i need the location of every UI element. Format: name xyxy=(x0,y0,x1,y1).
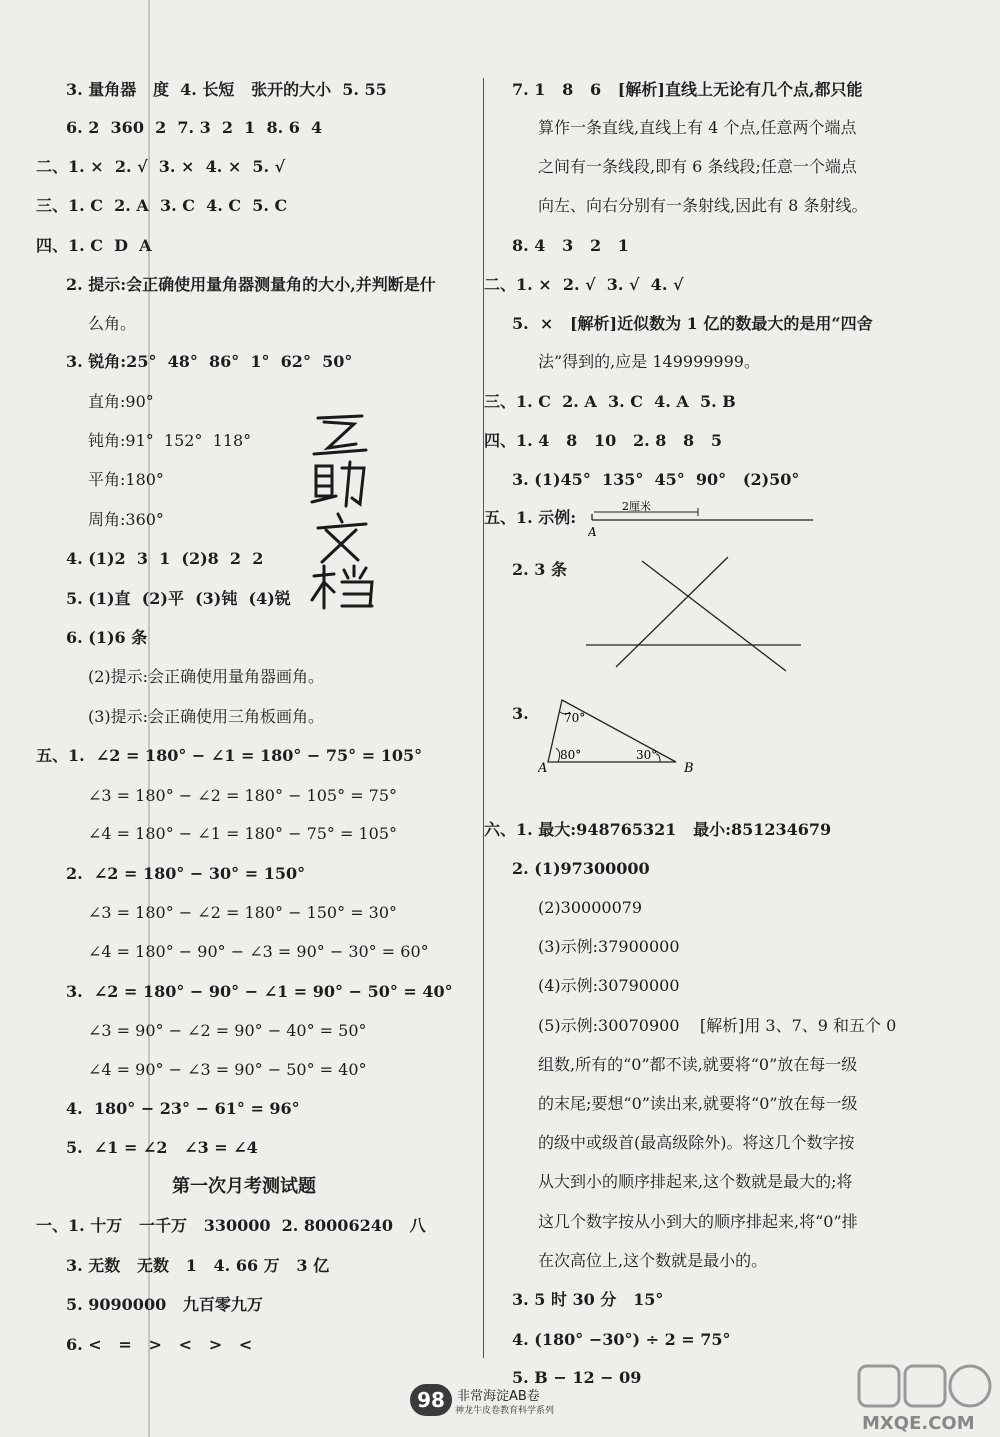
answer-line: 五、1. ∠2 = 180° − ∠1 = 180° − 75° = 105° xyxy=(36,746,423,765)
answer-line: 在次高位上,这个数就是最小的。 xyxy=(538,1251,768,1270)
answer-line: 钝角:91° 152° 118° xyxy=(88,431,252,450)
answer-line: ∠3 = 90° − ∠2 = 90° − 40° = 50° xyxy=(88,1021,367,1040)
answer-line: 7. 1 8 6 [解析]直线上无论有几个点,都只能 xyxy=(512,80,863,99)
answer-line: ∠4 = 180° − 90° − ∠3 = 90° − 30° = 60° xyxy=(88,942,429,961)
answer-line: (2)提示:会正确使用量角器画角。 xyxy=(88,667,325,686)
angle-top-label: 70° xyxy=(564,711,586,725)
answer-line: 的级中或级首(最高级除外)。将这几个数字按 xyxy=(538,1133,855,1152)
answer-line: 四、1. C D A xyxy=(36,236,152,255)
answer-line: 3. 无数 无数 1 4. 66 万 3 亿 xyxy=(66,1256,330,1275)
segment-length-label: 2厘米 xyxy=(622,500,651,513)
vertex-b-label: B xyxy=(684,761,694,774)
answer-line: (4)示例:30790000 xyxy=(538,976,680,995)
angle-right-label: 30° xyxy=(636,748,658,762)
segment-point-label: A xyxy=(588,525,597,539)
answer-line: 6. (1)6 条 xyxy=(66,628,148,647)
answer-line: ∠3 = 180° − ∠2 = 180° − 150° = 30° xyxy=(88,903,398,922)
answer-line: 3. xyxy=(512,704,529,723)
answer-line: 3. 5 时 30 分 15° xyxy=(512,1290,664,1309)
answer-line: 五、1. 示例: xyxy=(484,508,577,527)
answer-line: (3)提示:会正确使用三角板画角。 xyxy=(88,707,325,726)
section-title: 第一次月考测试题 xyxy=(172,1176,316,1197)
brand-subtitle: 神龙牛皮卷教育科学系列 xyxy=(455,1406,555,1416)
answer-line: 一、1. 十万 一千万 330000 2. 80006240 八 xyxy=(36,1216,426,1235)
answer-line: 5. B − 12 − 09 xyxy=(512,1368,642,1387)
answer-line: 么角。 xyxy=(88,314,137,333)
answer-line: 法”得到的,应是 149999999。 xyxy=(538,352,760,371)
answer-line: ∠3 = 180° − ∠2 = 180° − 105° = 75° xyxy=(88,786,398,805)
answer-line: 4. (180° −30°) ÷ 2 = 75° xyxy=(512,1330,731,1349)
answer-line: 三、1. C 2. A 3. C 4. C 5. C xyxy=(36,196,288,215)
page-number: 98 xyxy=(410,1384,452,1416)
triangle-figure xyxy=(538,692,708,774)
answer-line: 直角:90° xyxy=(88,392,154,411)
answer-line: 组数,所有的“0”都不读,就要将“0”放在每一级 xyxy=(538,1055,858,1074)
answer-line: 算作一条直线,直线上有 4 个点,任意两个端点 xyxy=(538,118,857,137)
answer-line: 三、1. C 2. A 3. C 4. A 5. B xyxy=(484,392,736,411)
answer-line: 周角:360° xyxy=(88,510,164,529)
answer-line: 5. × [解析]近似数为 1 亿的数最大的是用“四舍 xyxy=(512,314,873,333)
answer-line: 二、1. × 2. √ 3. √ 4. √ xyxy=(484,275,684,294)
answer-line: 4. (1)2 3 1 (2)8 2 2 xyxy=(66,549,264,568)
column-divider xyxy=(483,78,484,1358)
answer-line: 六、1. 最大:948765321 最小:851234679 xyxy=(484,820,832,839)
answer-line: 二、1. × 2. √ 3. × 4. × 5. √ xyxy=(36,157,286,176)
answer-line: 3. (1)45° 135° 45° 90° (2)50° xyxy=(512,470,800,489)
angle-left-label: 80° xyxy=(560,748,582,762)
segment-figure xyxy=(588,500,818,540)
answer-line: 6. < = > < > < xyxy=(66,1335,253,1354)
answer-line: 5. ∠1 = ∠2 ∠3 = ∠4 xyxy=(66,1138,258,1157)
answer-line: (3)示例:37900000 xyxy=(538,937,680,956)
answer-line: 6. 2 360 2 7. 3 2 1 8. 6 4 xyxy=(66,118,323,137)
answer-line: 从大到小的顺序排起来,这个数就是最大的;将 xyxy=(538,1172,853,1191)
answer-line: 向左、向右分别有一条射线,因此有 8 条射线。 xyxy=(538,196,868,215)
answer-line: 之间有一条线段,即有 6 条线段;任意一个端点 xyxy=(538,157,857,176)
answer-line: (5)示例:30070900 [解析]用 3、7、9 和五个 0 xyxy=(538,1016,897,1035)
three-lines-figure xyxy=(586,555,806,675)
watermark-text: MXQE.COM xyxy=(862,1413,975,1434)
answer-line: 的末尾;要想“0”读出来,就要将“0”放在每一级 xyxy=(538,1094,858,1113)
answer-line: 3. ∠2 = 180° − 90° − ∠1 = 90° − 50° = 40° xyxy=(66,982,453,1001)
answer-line: 2. 提示:会正确使用量角器测量角的大小,并判断是什 xyxy=(66,275,436,294)
answer-line: 四、1. 4 8 10 2. 8 8 5 xyxy=(484,431,723,450)
brand-title: 非常海淀AB卷 xyxy=(457,1389,540,1404)
answer-line: ∠4 = 90° − ∠3 = 90° − 50° = 40° xyxy=(88,1060,367,1079)
answer-line: 8. 4 3 2 1 xyxy=(512,236,629,255)
answer-line: 5. (1)直 (2)平 (3)钝 (4)锐 xyxy=(66,589,291,608)
answer-line: 3. 锐角:25° 48° 86° 1° 62° 50° xyxy=(66,352,353,371)
answer-line: (2)30000079 xyxy=(538,898,643,917)
answer-line: 2. 3 条 xyxy=(512,560,567,579)
answer-line: 平角:180° xyxy=(88,470,164,489)
handwriting-annotation xyxy=(300,410,390,610)
answer-line: 4. 180° − 23° − 61° = 96° xyxy=(66,1099,300,1118)
answer-line: 2. ∠2 = 180° − 30° = 150° xyxy=(66,864,306,883)
vertex-a-label: A xyxy=(538,761,548,774)
answer-line: 3. 量角器 度 4. 长短 张开的大小 5. 55 xyxy=(66,80,387,99)
answer-line: 5. 9090000 九百零九万 xyxy=(66,1295,263,1314)
answer-line: 2. (1)97300000 xyxy=(512,859,650,878)
answer-line: 这几个数字按从小到大的顺序排起来,将“0”排 xyxy=(538,1212,858,1231)
answer-line: ∠4 = 180° − ∠1 = 180° − 75° = 105° xyxy=(88,824,398,843)
